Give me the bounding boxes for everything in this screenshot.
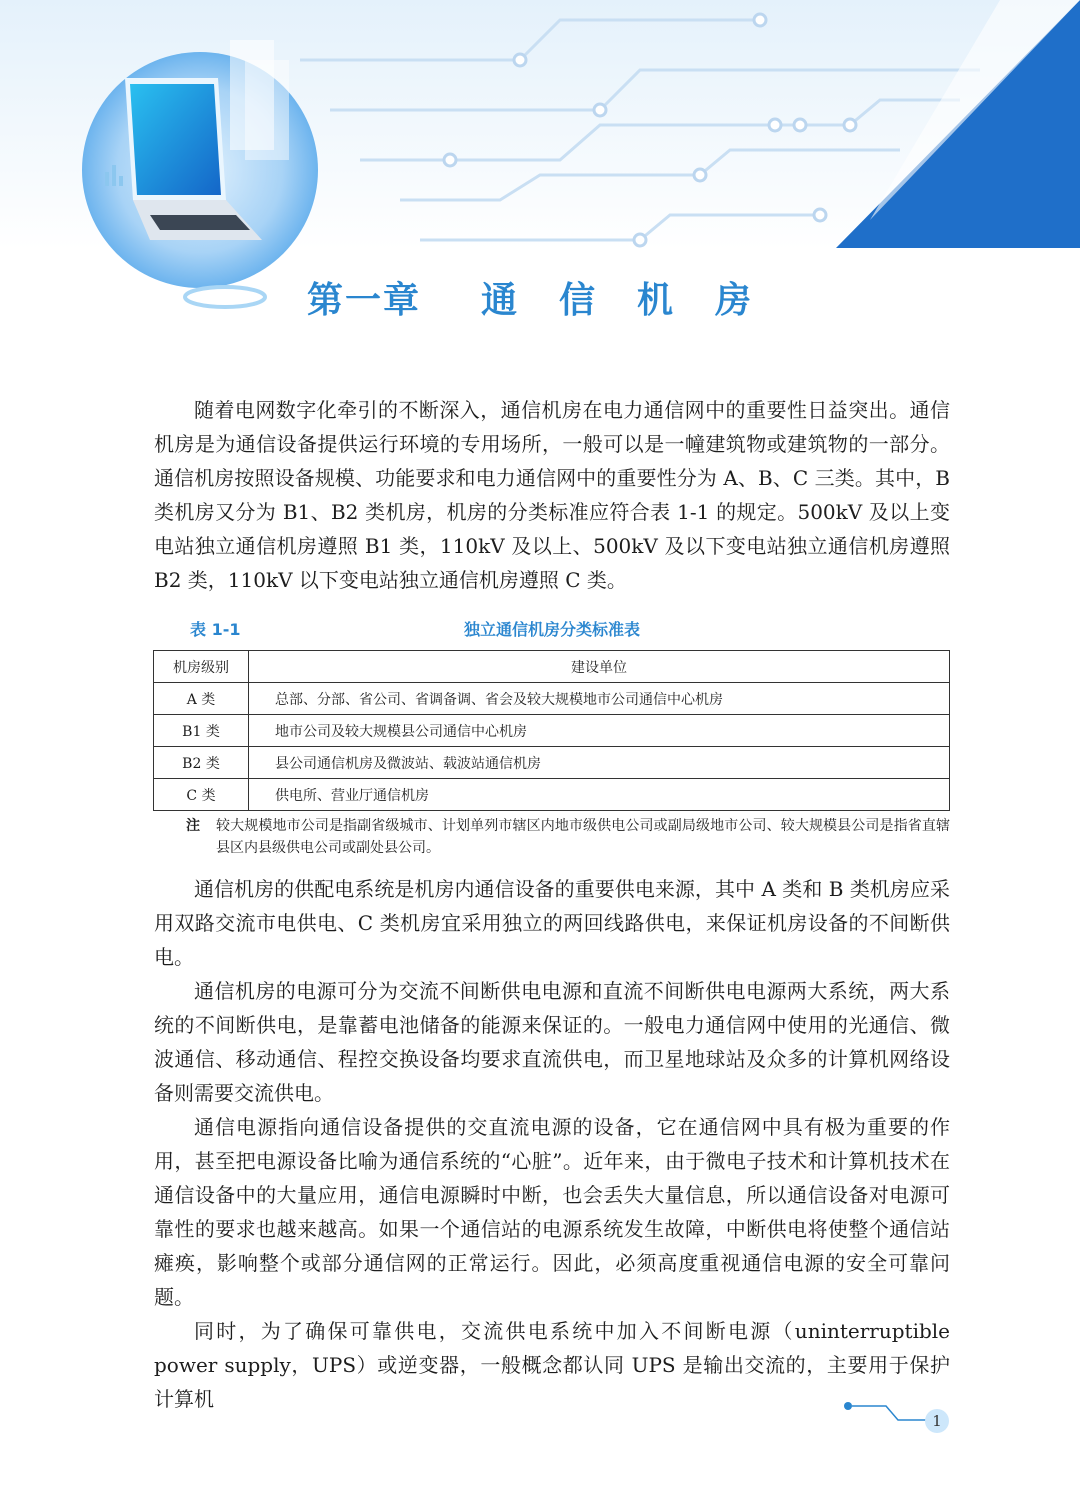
chapter-title-char: 房 (715, 279, 754, 321)
cell-level: A 类 (154, 683, 249, 715)
chapter-title-char: 信 (558, 279, 597, 321)
table-row (154, 747, 950, 779)
header-level: 机房级别 (154, 651, 249, 683)
table-title: 独立通信机房分类标准表 (463, 620, 640, 639)
paragraph-power-importance: 通信电源指向通信设备提供的交直流电源的设备，它在通信网中具有极为重要的作用，甚至把电源设备比喻为通信系统的“心脏”。近年来，由于微电子技术和计算机技术在通信设备中的大量应用，通信电源瞬时中断，也会丢失大量信息，所以通信设备对电源可靠性的要求也越来越高。如果一个通信站的电源系统发生故障，中断供电将使整个通信站瘫痪，影响整个或部分通信网的正常运行。因此，必须高度重视通信电源的安全可靠问题。 (154, 1115, 950, 1309)
paragraph-ups: 同时，为了确保可靠供电，交流供电系统中加入不间断电源（uninterruptible power supply，UPS）或逆变器，一般概念都认同 UPS 是输出交流的，主要用于保护计算机 (154, 1319, 950, 1411)
table-note-label: 注 (186, 818, 200, 834)
paragraph-intro: 随着电网数字化牵引的不断深入，通信机房在电力通信网中的重要性日益突出。通信机房是为通信设备提供运行环境的专用场所，一般可以是一幢建筑物或建筑物的一部分。通信机房按照设备规模、功能要求和电力通信网中的重要性分为 A、B、C 三类。其中，B 类机房又分为 B1、B2 类机房，机房的分类标准应符合表 1-1 的规定。500kV 及以上变电站独立通信机房遵照 B1 类，110kV 及以上、500kV 及以下变电站独立通信机房遵照 B2 类，110kV 以下变电站独立通信机房遵照 C 类。 (154, 398, 950, 592)
classification-table (153, 650, 950, 811)
paragraph-power-distribution: 通信机房的供配电系统是机房内通信设备的重要供电来源，其中 A 类和 B 类机房应采用双路交流市电供电、C 类机房宜采用独立的两回线路供电，来保证机房设备的不间断供电。 (154, 877, 950, 969)
header-illustration (0, 0, 1080, 310)
table-number: 表 1-1 (190, 620, 241, 639)
table-row (154, 715, 950, 747)
cell-unit: 县公司通信机房及微波站、载波站通信机房 (249, 747, 950, 779)
table-row (154, 779, 950, 811)
chapter-number: 第一章 (306, 279, 421, 321)
cell-unit: 总部、分部、省公司、省调备调、省会及较大规模地市公司通信中心机房 (249, 683, 950, 715)
cell-level: C 类 (154, 779, 249, 811)
table-note: 较大规模地市公司是指副省级城市、计划单列市辖区内地市级供电公司或副局级地市公司、较大规模县公司是指省直辖县区内县级供电公司或副处县公司。 (216, 818, 950, 856)
table-header-row (154, 651, 950, 683)
cell-level: B1 类 (154, 715, 249, 747)
cell-unit: 地市公司及较大规模县公司通信中心机房 (249, 715, 950, 747)
cell-unit: 供电所、营业厅通信机房 (249, 779, 950, 811)
table-row (154, 683, 950, 715)
page-number: 1 (925, 1409, 949, 1433)
paragraph-power-systems: 通信机房的电源可分为交流不间断供电电源和直流不间断供电电源两大系统，两大系统的不间断供电，是靠蓄电池储备的能源来保证的。一般电力通信网中使用的光通信、微波通信、移动通信、程控交换设备均要求直流供电，而卫星地球站及众多的计算机网络设备则需要交流供电。 (154, 979, 950, 1105)
header-unit: 建设单位 (249, 651, 950, 683)
cell-level: B2 类 (154, 747, 249, 779)
table-caption (154, 617, 950, 641)
chapter-title (0, 272, 1080, 323)
chapter-title-char: 机 (637, 279, 676, 321)
chapter-title-char: 通 (480, 279, 519, 321)
